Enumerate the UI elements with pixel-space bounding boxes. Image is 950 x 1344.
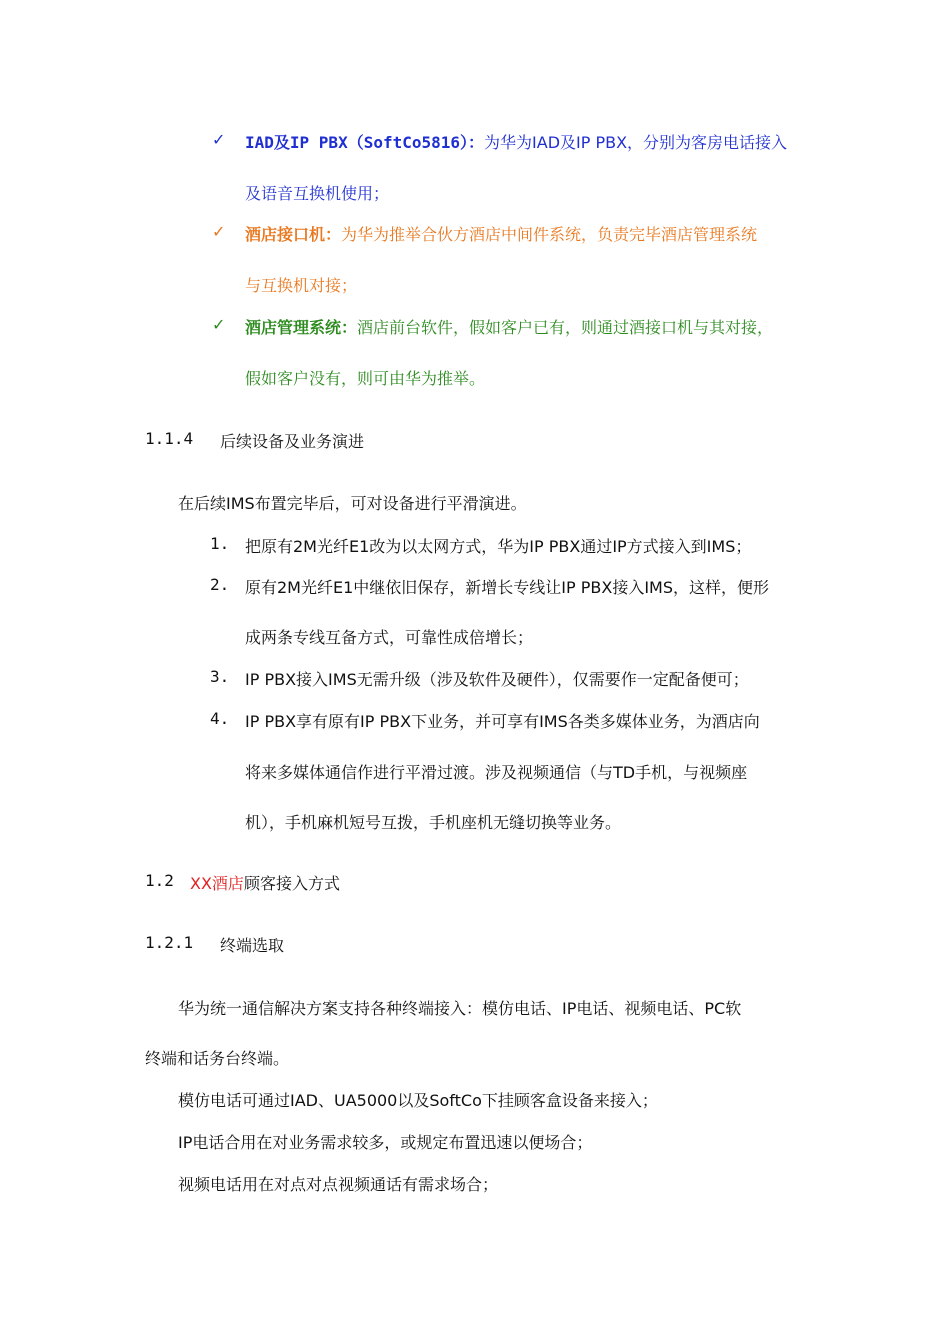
list-item-cont: 成两条专线互备方式，可靠性成倍增长； <box>245 628 534 647</box>
list-item: 原有2M光纤E1中继依旧保存，新增长专线让IP PBX接入IMS，这样，便形 <box>245 578 769 597</box>
check-icon: ✓ <box>212 315 226 334</box>
list-item: IP PBX享有原有IP PBX下业务，并可享有IMS各类多媒体业务，为酒店向 <box>245 712 760 731</box>
paragraph-line: 模仿电话可通过IAD、UA5000以及SoftCo下挂顾客盒设备来接入； <box>178 1091 658 1110</box>
section-title: 顾客接入方式 <box>243 874 340 893</box>
list-item: 把原有2M光纤E1改为以太网方式，华为IP PBX通过IP方式接入到IMS； <box>245 537 752 556</box>
section-heading: 终端选取 <box>220 936 285 955</box>
bullet-2-line-2: 与互换机对接； <box>245 276 358 295</box>
list-item: IP PBX接入IMS无需升级（涉及软件及硬件），仅需要作一定配备便可； <box>245 670 749 689</box>
section-number: 1.2 <box>145 871 174 890</box>
bullet-1-line-2: 及语音互换机使用； <box>245 184 390 203</box>
section-number: 1.1.4 <box>145 429 194 448</box>
paragraph-line: IP电话合用在对业务需求较多，或规定布置迅速以便场合； <box>178 1133 593 1152</box>
list-number: 4. <box>210 709 230 728</box>
list-number: 2. <box>210 575 230 594</box>
bullet-3-line-2: 假如客户没有，则可由华为推举。 <box>245 369 486 388</box>
bullet-1-line-1 <box>245 130 787 153</box>
bullet-2-term: 酒店接口机： <box>245 225 342 244</box>
section-heading <box>190 871 340 894</box>
bullet-2-line-1 <box>245 222 757 245</box>
check-icon: ✓ <box>212 222 226 241</box>
bullet-3-text: 酒店前台软件，假如客户已有，则通过酒接口机与其对接， <box>357 318 774 337</box>
bullet-1-text: 为华为IAD及IP PBX，分别为客房电话接入 <box>484 133 788 152</box>
section-heading: 后续设备及业务演进 <box>220 432 365 451</box>
hotel-name: XX酒店 <box>190 874 244 893</box>
paragraph-line: 视频电话用在对点对点视频通话有需求场合； <box>178 1175 499 1194</box>
list-item-cont: 将来多媒体通信作进行平滑过渡。涉及视频通信（与TD手机，与视频座 <box>245 763 748 782</box>
bullet-1-term: IAD及IP PBX（SoftCo5816）： <box>245 133 485 152</box>
paragraph: 在后续IMS布置完毕后，可对设备进行平滑演进。 <box>178 494 527 513</box>
bullet-2-text: 为华为推举合伙方酒店中间件系统，负责完毕酒店管理系统 <box>341 225 758 244</box>
section-number: 1.2.1 <box>145 933 194 952</box>
paragraph-line: 华为统一通信解决方案支持各种终端接入：模仿电话、IP电话、视频电话、PC软 <box>178 999 742 1018</box>
paragraph-line: 终端和话务台终端。 <box>145 1049 290 1068</box>
list-number: 3. <box>210 667 230 686</box>
list-number: 1. <box>210 534 230 553</box>
bullet-3-line-1 <box>245 315 773 338</box>
list-item-cont: 机），手机麻机短号互拨，手机座机无缝切换等业务。 <box>245 813 622 832</box>
check-icon: ✓ <box>212 130 226 149</box>
bullet-3-term: 酒店管理系统： <box>245 318 358 337</box>
